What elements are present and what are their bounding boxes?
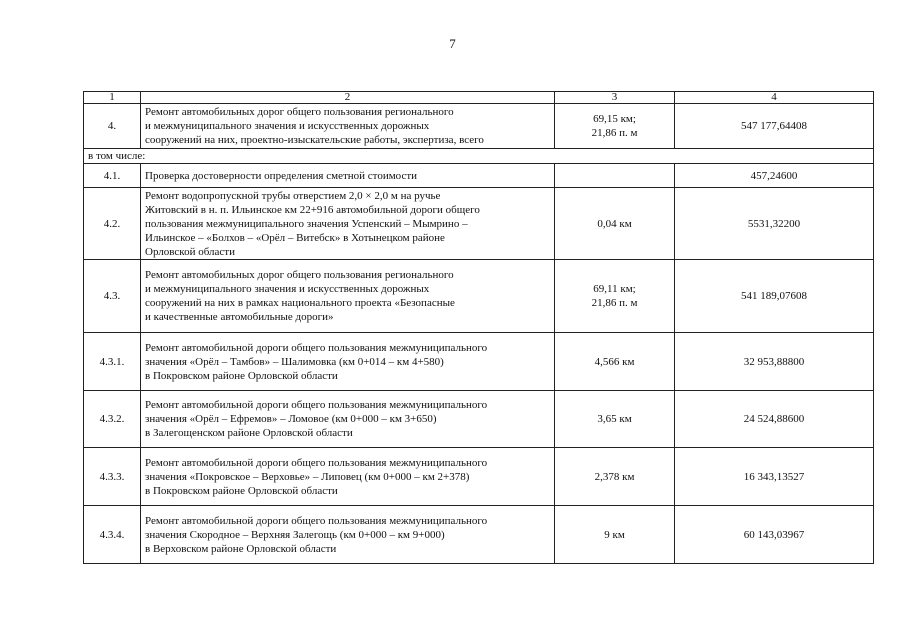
volume-line: 21,86 п. м: [591, 127, 638, 139]
description-line: Житовский в н. п. Ильинское км 22+916 автомобильной дороги общего: [145, 203, 480, 216]
work-description: [141, 448, 555, 506]
work-volume: [555, 333, 675, 391]
header-col-3: 3: [555, 92, 675, 104]
volume-line: 0,04 км: [597, 217, 632, 230]
section-row: [84, 149, 874, 164]
description-line: в Покровском районе Орловской области: [145, 484, 338, 497]
description-line: Ремонт водопропускной трубы отверстием 2,0 × 2,0 м на ручье: [145, 189, 441, 202]
work-volume: [555, 164, 675, 188]
volume-line: 4,566 км: [594, 355, 635, 368]
table-row: [84, 260, 874, 333]
work-description: [141, 391, 555, 448]
volume-line: 69,15 км;: [593, 113, 636, 125]
row-number: 4.3.2.: [84, 391, 141, 448]
volume-line: 3,65 км: [597, 413, 632, 425]
work-description: [141, 188, 555, 260]
work-volume: [555, 188, 675, 260]
row-number: 4.2.: [84, 188, 141, 260]
description-line: и межмуниципального значения и искусственных дорожных: [145, 120, 430, 132]
table-row: [84, 164, 874, 188]
description-line: Проверка достоверности определения сметной стоимости: [145, 169, 418, 182]
volume-line: 21,86 п. м: [591, 297, 638, 309]
table-row: [84, 104, 874, 149]
header-row: [84, 92, 874, 104]
work-amount: 5531,32200: [675, 188, 874, 260]
work-description: [141, 164, 555, 188]
work-amount: 24 524,88600: [675, 391, 874, 448]
work-volume: [555, 104, 675, 149]
row-number: 4.: [84, 104, 141, 149]
work-amount: 457,24600: [675, 164, 874, 188]
table-row: [84, 188, 874, 260]
description-line: Ремонт автомобильной дороги общего пользования межмуниципального: [145, 341, 488, 354]
table-row: [84, 391, 874, 448]
description-line: Орловской области: [145, 245, 235, 258]
work-volume: [555, 260, 675, 333]
work-description: [141, 506, 555, 564]
work-description: [141, 333, 555, 391]
description-line: значения «Покровское – Верховье» – Липовец (км 0+000 – км 2+378): [145, 470, 470, 483]
work-amount: 60 143,03967: [675, 506, 874, 564]
work-amount: 547 177,64408: [675, 104, 874, 149]
section-label: в том числе:: [84, 149, 874, 164]
works-table: [83, 91, 874, 564]
work-description: [141, 104, 555, 149]
description-line: Ремонт автомобильной дороги общего пользования межмуниципального: [145, 456, 488, 469]
row-number: 4.3.: [84, 260, 141, 333]
description-line: Ремонт автомобильных дорог общего пользования регионального: [145, 106, 454, 118]
row-number: 4.3.1.: [84, 333, 141, 391]
description-line: Ремонт автомобильной дороги общего пользования межмуниципального: [145, 399, 488, 411]
work-volume: [555, 448, 675, 506]
work-volume: [555, 391, 675, 448]
work-amount: 32 953,88800: [675, 333, 874, 391]
description-line: в Верховском районе Орловской области: [145, 542, 337, 555]
table-row: [84, 506, 874, 564]
description-line: Ремонт автомобильной дороги общего пользования межмуниципального: [145, 514, 488, 527]
work-amount: 541 189,07608: [675, 260, 874, 333]
work-amount: 16 343,13527: [675, 448, 874, 506]
work-description: [141, 260, 555, 333]
header-col-4: 4: [675, 92, 874, 104]
description-line: и межмуниципального значения и искусственных дорожных: [145, 283, 430, 295]
row-number: 4.1.: [84, 164, 141, 188]
header-col-2: 2: [141, 92, 555, 104]
description-line: значения «Орёл – Тамбов» – Шалимовка (км 0+014 – км 4+580): [145, 355, 444, 368]
works-table-body: [84, 92, 874, 564]
description-line: сооружений на них, проектно-изыскательские работы, экспертиза, всего: [145, 134, 484, 146]
work-volume: [555, 506, 675, 564]
description-line: сооружений на них в рамках национального проекта «Безопасные: [145, 297, 455, 309]
description-line: в Залегощенском районе Орловской области: [145, 427, 353, 439]
row-number: 4.3.3.: [84, 448, 141, 506]
description-line: значения Скородное – Верхняя Залегощь (км 0+000 – км 9+000): [145, 528, 445, 541]
page-number: 7: [449, 36, 456, 51]
description-line: значения «Орёл – Ефремов» – Ломовое (км 0+000 – км 3+650): [145, 413, 437, 425]
header-col-1: 1: [84, 92, 141, 104]
description-line: Ремонт автомобильных дорог общего пользования регионального: [145, 269, 454, 281]
description-line: пользования межмуниципального значения Успенский – Мымрино –: [145, 217, 468, 230]
volume-line: 9 км: [604, 528, 625, 541]
volume-line: 2,378 км: [594, 470, 635, 483]
description-line: Ильинское – «Болхов – «Орёл – Витебск» в Хотынецком районе: [145, 231, 445, 244]
row-number: 4.3.4.: [84, 506, 141, 564]
volume-line: 69,11 км;: [593, 283, 636, 295]
table-row: [84, 448, 874, 506]
description-line: и качественные автомобильные дороги»: [145, 311, 334, 323]
description-line: в Покровском районе Орловской области: [145, 369, 338, 382]
table-row: [84, 333, 874, 391]
